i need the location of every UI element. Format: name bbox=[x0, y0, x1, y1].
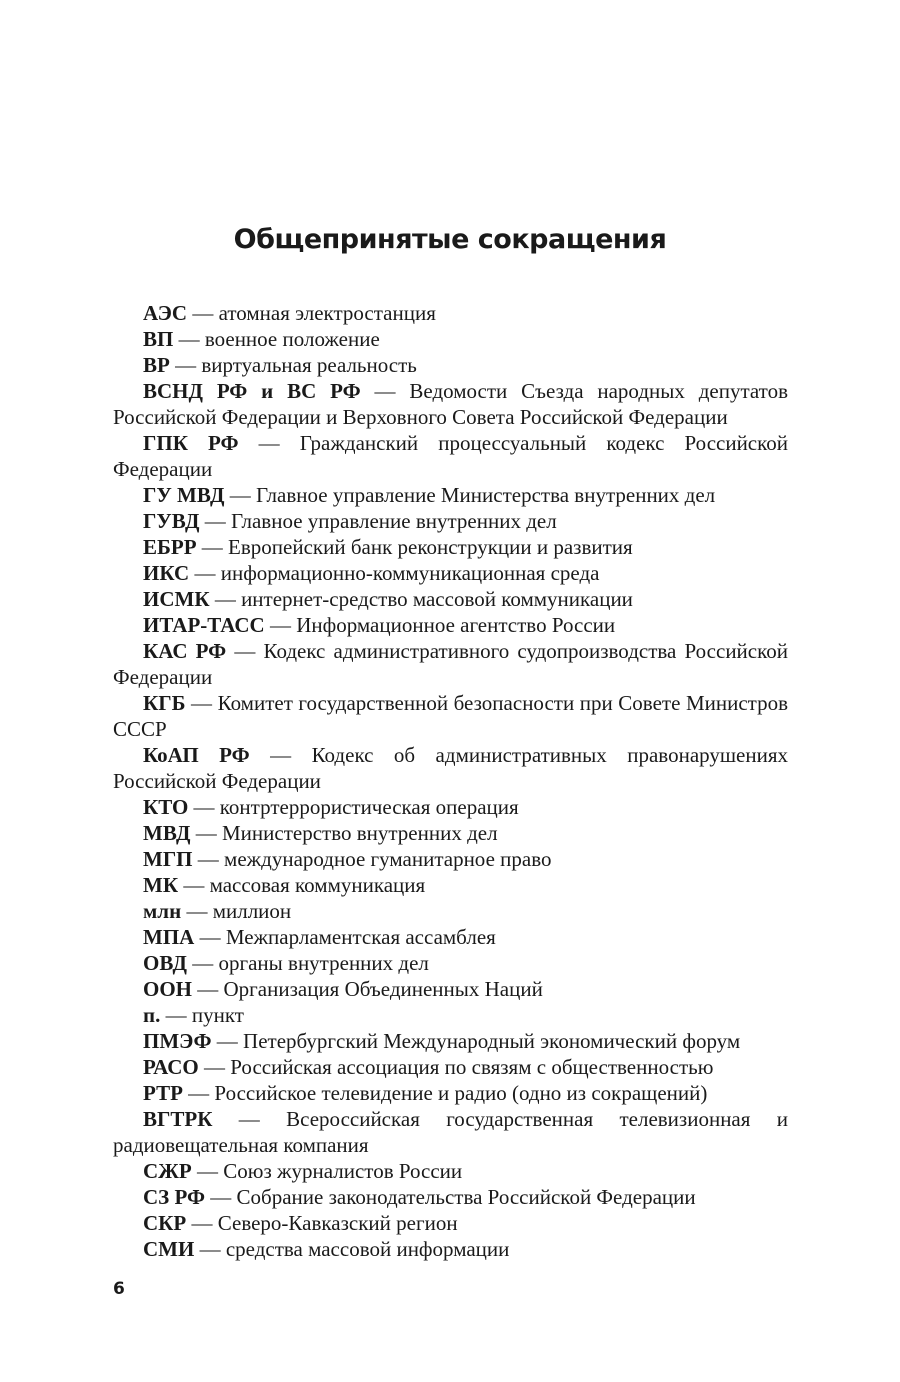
abbreviation-definition: Главное управление внутренних дел bbox=[230, 509, 557, 533]
em-dash-separator: — bbox=[264, 613, 297, 637]
abbreviation-term: КТО bbox=[143, 795, 189, 819]
abbreviation-definition: международное гуманитарное право bbox=[224, 847, 552, 871]
abbreviation-definition: Российская ассоциация по связям с общественностью bbox=[230, 1055, 714, 1079]
em-dash-separator: — bbox=[194, 1237, 226, 1261]
abbreviation-entry bbox=[113, 846, 788, 872]
abbreviation-entry bbox=[113, 508, 788, 534]
abbreviation-entry bbox=[113, 872, 788, 898]
em-dash-separator: — bbox=[191, 1159, 224, 1183]
abbreviation-entry bbox=[113, 1158, 788, 1184]
abbreviation-term: ИТАР-ТАСС bbox=[143, 613, 265, 637]
abbreviation-entry bbox=[113, 612, 788, 638]
em-dash-separator: — bbox=[182, 1081, 215, 1105]
abbreviation-definition: Северо-Кавказский регион bbox=[217, 1211, 458, 1235]
em-dash-separator: — bbox=[199, 509, 231, 533]
em-dash-separator: — bbox=[169, 353, 202, 377]
abbreviation-term: КоАП РФ bbox=[143, 743, 250, 767]
abbreviation-term: ГУ МВД bbox=[143, 483, 225, 507]
em-dash-separator: — bbox=[196, 535, 229, 559]
em-dash-separator: — bbox=[194, 925, 226, 949]
abbreviation-term: ИСМК bbox=[143, 587, 210, 611]
abbreviation-entry bbox=[113, 1028, 788, 1054]
abbreviation-entry bbox=[113, 1054, 788, 1080]
em-dash-separator: — bbox=[190, 821, 222, 845]
abbreviation-list bbox=[113, 300, 788, 1262]
em-dash-separator: — bbox=[249, 743, 312, 767]
em-dash-separator: — bbox=[198, 1055, 231, 1079]
abbreviation-entry bbox=[113, 586, 788, 612]
abbreviation-term: МК bbox=[143, 873, 179, 897]
em-dash-separator: — bbox=[186, 1211, 218, 1235]
em-dash-separator: — bbox=[360, 379, 410, 403]
abbreviation-entry bbox=[113, 1080, 788, 1106]
abbreviation-term: РАСО bbox=[143, 1055, 199, 1079]
abbreviation-entry bbox=[113, 560, 788, 586]
abbreviation-term: ВР bbox=[143, 353, 170, 377]
abbreviation-entry bbox=[113, 1236, 788, 1262]
abbreviation-definition: информационно-коммуникационная среда bbox=[220, 561, 600, 585]
abbreviation-entry bbox=[113, 534, 788, 560]
page-number: 6 bbox=[113, 1279, 125, 1299]
abbreviation-entry bbox=[113, 482, 788, 508]
abbreviation-term: ООН bbox=[143, 977, 193, 1001]
em-dash-separator: — bbox=[185, 691, 218, 715]
abbreviation-entry bbox=[113, 1210, 788, 1236]
abbreviation-definition: Комитет государственной безопасности при Совете Министров СССР bbox=[113, 691, 789, 741]
abbreviation-term: СЗ РФ bbox=[143, 1185, 206, 1209]
abbreviation-definition: Организация Объединенных Наций bbox=[223, 977, 543, 1001]
abbreviation-definition: органы внутренних дел bbox=[218, 951, 429, 975]
abbreviation-entry bbox=[113, 1106, 788, 1158]
abbreviation-entry bbox=[113, 326, 788, 352]
abbreviation-term: КГБ bbox=[143, 691, 186, 715]
abbreviation-entry bbox=[113, 1002, 788, 1028]
abbreviation-entry bbox=[113, 950, 788, 976]
em-dash-separator: — bbox=[212, 1107, 287, 1131]
em-dash-separator: — bbox=[238, 431, 300, 455]
abbreviation-entry bbox=[113, 742, 788, 794]
abbreviation-definition: массовая коммуникация bbox=[209, 873, 426, 897]
abbreviation-definition: Всероссийская государственная телевизионная и радиовещательная компания bbox=[113, 1107, 789, 1157]
abbreviation-entry bbox=[113, 352, 788, 378]
abbreviation-term: МГП bbox=[143, 847, 193, 871]
em-dash-separator: — bbox=[173, 327, 205, 351]
abbreviation-term: СКР bbox=[143, 1211, 187, 1235]
abbreviation-term: ГУВД bbox=[143, 509, 200, 533]
abbreviation-definition: атомная электростанция bbox=[218, 301, 436, 325]
em-dash-separator: — bbox=[189, 561, 221, 585]
abbreviation-entry bbox=[113, 378, 788, 430]
abbreviation-definition: Европейский банк реконструкции и развития bbox=[228, 535, 633, 559]
em-dash-separator: — bbox=[178, 873, 210, 897]
abbreviation-term: ГПК РФ bbox=[143, 431, 239, 455]
abbreviation-entry bbox=[113, 638, 788, 690]
abbreviation-definition: Информационное агентство России bbox=[296, 613, 616, 637]
em-dash-separator: — bbox=[211, 1029, 244, 1053]
abbreviation-definition: средства массовой информации bbox=[225, 1237, 510, 1261]
em-dash-separator: — bbox=[209, 587, 242, 611]
abbreviation-term: ЕБРР bbox=[143, 535, 197, 559]
abbreviation-entry bbox=[113, 1184, 788, 1210]
abbreviation-entry bbox=[113, 820, 788, 846]
abbreviation-definition: Министерство внутренних дел bbox=[221, 821, 498, 845]
abbreviation-definition: Гражданский процессуальный кодекс Российской Федерации bbox=[113, 431, 789, 481]
abbreviation-entry bbox=[113, 300, 788, 326]
abbreviation-term: ВП bbox=[143, 327, 174, 351]
abbreviation-term: ИКС bbox=[143, 561, 190, 585]
abbreviation-definition: военное положение bbox=[204, 327, 380, 351]
em-dash-separator: — bbox=[226, 639, 264, 663]
abbreviation-term: МПА bbox=[143, 925, 195, 949]
abbreviation-definition: пункт bbox=[191, 1003, 244, 1027]
abbreviation-term: СМИ bbox=[143, 1237, 195, 1261]
abbreviation-term: п. bbox=[143, 1003, 161, 1027]
abbreviation-definition: Российское телевидение и радио (одно из сокращений) bbox=[214, 1081, 708, 1105]
em-dash-separator: — bbox=[160, 1003, 192, 1027]
abbreviation-term: МВД bbox=[143, 821, 191, 845]
abbreviation-definition: контртеррористическая операция bbox=[219, 795, 519, 819]
abbreviation-definition: виртуальная реальность bbox=[201, 353, 417, 377]
em-dash-separator: — bbox=[188, 795, 220, 819]
abbreviation-entry bbox=[113, 794, 788, 820]
em-dash-separator: — bbox=[187, 951, 219, 975]
abbreviation-definition: Ведомости Съезда народных депутатов Российской Федерации и Верховного Совета Российской Федерации bbox=[113, 379, 788, 429]
abbreviation-entry bbox=[113, 976, 788, 1002]
em-dash-separator: — bbox=[205, 1185, 237, 1209]
abbreviation-definition: миллион bbox=[212, 899, 292, 923]
abbreviation-entry bbox=[113, 690, 788, 742]
abbreviation-definition: Главное управление Министерства внутренних дел bbox=[256, 483, 716, 507]
abbreviation-definition: Союз журналистов России bbox=[223, 1159, 463, 1183]
em-dash-separator: — bbox=[187, 301, 219, 325]
abbreviation-definition: Кодекс об административных правонарушениях Российской Федерации bbox=[113, 743, 788, 793]
em-dash-separator: — bbox=[192, 977, 224, 1001]
page-title: Общепринятые сокращения bbox=[233, 224, 667, 255]
abbreviation-term: ОВД bbox=[143, 951, 187, 975]
abbreviation-term: АЭС bbox=[143, 301, 188, 325]
abbreviation-term: млн bbox=[143, 899, 182, 923]
abbreviation-term: РТР bbox=[143, 1081, 183, 1105]
abbreviation-definition: Межпарламентская ассамблея bbox=[225, 925, 496, 949]
abbreviation-definition: интернет-средство массовой коммуникации bbox=[241, 587, 633, 611]
abbreviation-entry bbox=[113, 924, 788, 950]
em-dash-separator: — bbox=[192, 847, 225, 871]
abbreviation-entry bbox=[113, 430, 788, 482]
abbreviation-entry bbox=[113, 898, 788, 924]
abbreviation-definition: Собрание законодательства Российской Федерации bbox=[236, 1185, 696, 1209]
abbreviation-definition: Кодекс административного судопроизводства Российской Федерации bbox=[113, 639, 788, 689]
abbreviation-term: ВГТРК bbox=[143, 1107, 213, 1131]
abbreviation-term: ВСНД РФ и ВС РФ bbox=[143, 379, 361, 403]
em-dash-separator: — bbox=[224, 483, 256, 507]
abbreviation-definition: Петербургский Международный экономический форум bbox=[243, 1029, 741, 1053]
abbreviation-term: КАС РФ bbox=[143, 639, 227, 663]
abbreviation-term: СЖР bbox=[143, 1159, 192, 1183]
abbreviation-term: ПМЭФ bbox=[143, 1029, 212, 1053]
em-dash-separator: — bbox=[181, 899, 213, 923]
